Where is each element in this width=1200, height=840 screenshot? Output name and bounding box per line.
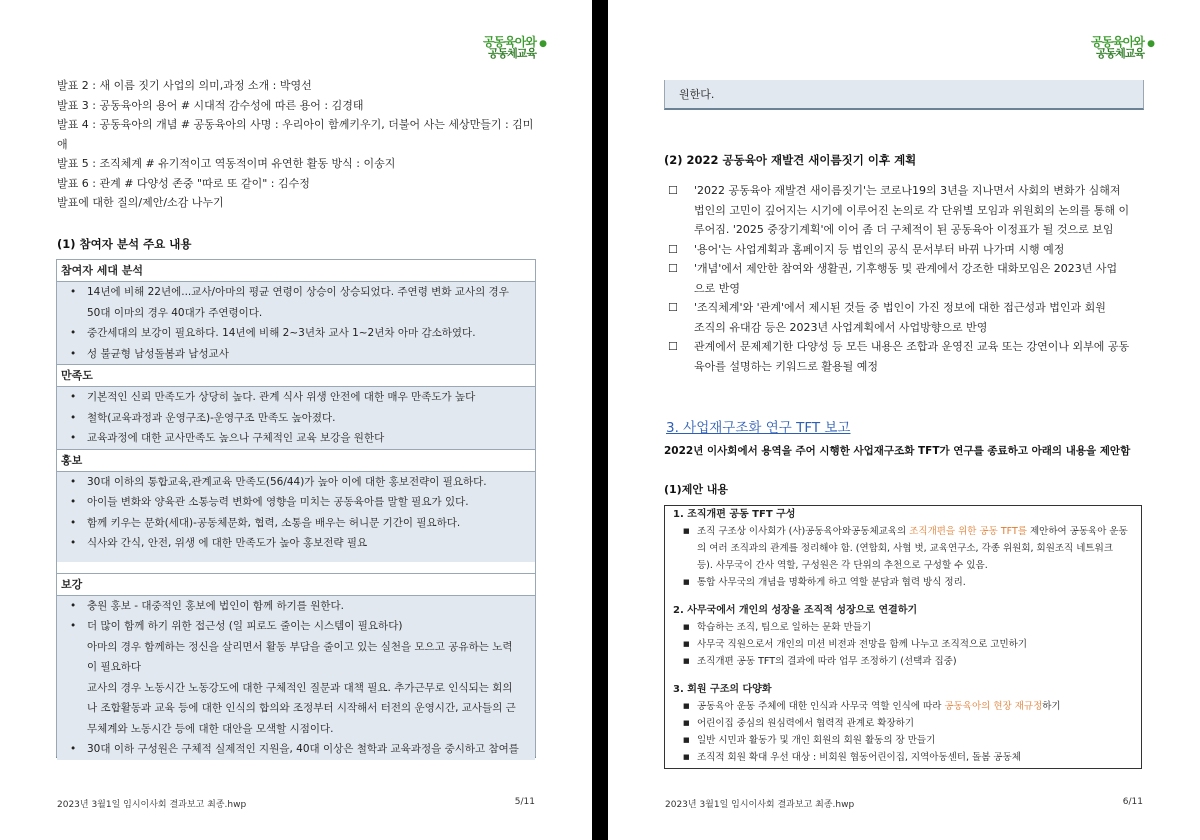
logo-dots-icon: ● bbox=[1147, 39, 1154, 49]
proposal-item: ■ 통합 사무국의 개념을 명확하게 하고 역할 분담과 협력 방식 정리. bbox=[673, 574, 1135, 591]
proposal-item: ■ 조직개편 공동 TFT의 결과에 따라 업무 조정하기 (선택과 집중) bbox=[673, 653, 1135, 670]
section-title: (1) 참여자 분석 주요 내용 bbox=[57, 237, 192, 251]
logo-dots-icon: ● bbox=[539, 39, 546, 49]
proposal-item: ■ 일반 시민과 활동가 및 개인 회원의 회원 활동의 장 만들기 bbox=[673, 732, 1135, 749]
page-number: 6/11 bbox=[1122, 797, 1143, 807]
bullet-item: • 식사와 간식, 안전, 위생 에 대한 만족도가 높아 홍보전략 필요 bbox=[57, 533, 535, 554]
bullet-item: • 중간세대의 보강이 필요하다. 14년에 비해 2~3년차 교사 1~2년차 아마 감소하였다. bbox=[57, 323, 535, 344]
bullet-item: • 성 불균형 남성돌봄과 남성교사 bbox=[57, 344, 535, 365]
page-number: 5/11 bbox=[514, 797, 535, 807]
bullet-item: • 기본적인 신뢰 만족도가 상당히 높다. 관계 식사 위생 안전에 대한 매우 만족도가 높다 bbox=[57, 387, 535, 408]
spacer bbox=[673, 591, 1135, 602]
bullet-item: • 함께 키우는 문화(세대)-공동체문화, 협력, 소통을 배우는 허니문 기간이 필요하다. bbox=[57, 513, 535, 534]
proposal-item: ■ 어린이집 중심의 원심력에서 협력적 관계로 확장하기 bbox=[673, 715, 1135, 732]
highlight-text: 조직개편을 위한 공동 TFT를 bbox=[909, 526, 1027, 537]
bullet-item: • 교육과정에 대한 교사만족도 높으나 구체적인 교육 보강을 원한다 bbox=[57, 428, 535, 449]
presentation-line: 발표 4 : 공동육아의 개념 # 공동육아의 사명 : 우리아이 함께키우기, 더불어 사는 세상만들기 : 김미 bbox=[57, 118, 534, 131]
logo bbox=[1082, 35, 1154, 60]
highlight-text: 공동육아의 현장 재규정 bbox=[944, 701, 1043, 712]
bullet-continuation: 무체계와 노동시간 등에 대한 대안을 모색할 시점이다. bbox=[57, 719, 535, 740]
checklist-continuation: 조직의 유대감 등은 2023년 사업계획에서 사업방향으로 반영 bbox=[694, 320, 988, 334]
spacer bbox=[57, 554, 535, 562]
presentation-line: 애 bbox=[57, 137, 68, 151]
proposal-label: (1)제안 내용 bbox=[664, 483, 729, 496]
bullet-item: • 더 많이 함께 하기 위한 접근성 (일 피로도 줄이는 시스템이 필요하다) bbox=[57, 616, 535, 637]
section-title: (2) 2022 공동육아 재발견 새이름짓기 이후 계획 bbox=[664, 153, 917, 167]
presentation-line: 발표 6 : 관계 # 다양성 존중 "따로 또 같이" : 김수정 bbox=[57, 176, 310, 190]
proposal-continuation: 등). 사무국이 간사 역할, 구성원은 각 단위의 추천으로 구성할 수 있음. bbox=[697, 560, 988, 571]
proposal-text: 하기 bbox=[1042, 701, 1061, 712]
logo-line-1: 공동육아와 bbox=[1091, 35, 1144, 49]
checklist-item: ☐ 관계에서 문제제기한 다양성 등 모든 내용은 조합과 운영진 교육 또는 강연이나 외부에 공동 bbox=[668, 337, 1148, 357]
document-page-6 bbox=[608, 0, 1200, 840]
proposal-text: 조직 구조상 이사회가 (사)공동육아와공동체교육의 bbox=[697, 526, 910, 537]
checklist-continuation: 법인의 고민이 깊어지는 시기에 이루어진 논의로 각 단위별 모임과 위원회의 논의를 통해 이 bbox=[694, 203, 1130, 217]
checklist-item: ☐ '2022 공동육아 재발견 새이름짓기'는 코로나19의 3년을 지나면서 사회의 변화가 심해져 bbox=[668, 181, 1148, 201]
proposal-heading: 2. 사무국에서 개인의 성장을 조직적 성장으로 연결하기 bbox=[673, 605, 918, 616]
proposal-heading: 3. 회원 구조의 다양화 bbox=[673, 684, 772, 695]
spacer bbox=[673, 670, 1135, 681]
presentation-list bbox=[57, 76, 547, 213]
bullet-continuation: 이 필요하다 bbox=[57, 657, 535, 678]
checklist-continuation: 으로 반영 bbox=[694, 281, 741, 295]
proposal-text: 공동육아 운동 주체에 대한 인식과 사무국 역할 인식에 따라 bbox=[697, 701, 945, 712]
checklist-continuation: 육아를 설명하는 키워드로 활용될 예정 bbox=[694, 359, 879, 373]
presentation-line: 발표 3 : 공동육아의 용어 # 시대적 감수성에 따른 용어 : 김경태 bbox=[57, 98, 364, 112]
group-heading: 홍보 bbox=[57, 449, 535, 472]
proposal-box bbox=[664, 505, 1142, 769]
bullet-item: • 30대 이하 구성원은 구체적 실제적인 지원을, 40대 이상은 철학과 교육과정을 중시하고 참여를 bbox=[57, 739, 535, 760]
continued-text: 원한다. bbox=[679, 88, 715, 101]
logo-line-2: 공동체교육 bbox=[487, 47, 536, 60]
footer-filename: 2023년 3월1일 임시이사회 결과보고 최종.hwp bbox=[665, 800, 855, 810]
bullet-continuation: 나 조합활동과 교육 등에 대한 인식의 합의와 조정부터 시작해서 터전의 운영시간, 교사들의 근 bbox=[57, 698, 535, 719]
bullet-continuation: 아마의 경우 함께하는 정신을 살리면서 활동 부담을 줄이고 있는 실천을 모으고 공유하는 노력 bbox=[57, 637, 535, 658]
continued-box bbox=[664, 80, 1144, 110]
checklist-continuation: 루어짐. '2025 중장기계획'에 이어 좀 더 구체적이 된 공동육아 이정표가 될 것으로 보임 bbox=[694, 223, 1114, 236]
group-heading: 만족도 bbox=[57, 364, 535, 387]
checklist-item: ☐ '조직체계'와 '관계'에서 제시된 것들 중 법인이 가진 정보에 대한 접근성과 법인과 회원 bbox=[668, 298, 1148, 318]
page-footer bbox=[665, 797, 1143, 810]
bullet-item: • 30대 이하의 통합교육,관계교육 만족도(56/44)가 높아 이에 대한 홍보전략이 필요하다. bbox=[57, 472, 535, 493]
proposal-item bbox=[673, 523, 1135, 540]
proposal-item bbox=[673, 698, 1135, 715]
checklist-item: ☐ '용어'는 사업계획과 홈페이지 등 법인의 공식 문서부터 바뀌 나가며 시행 예정 bbox=[668, 240, 1148, 260]
participant-analysis-box bbox=[56, 259, 536, 758]
proposal-heading: 1. 조직개편 공동 TFT 구성 bbox=[673, 509, 796, 520]
bullet-item: • 아이들 변화와 양육관 소통능력 변화에 영향을 미치는 공동육아를 말할 필요가 있다. bbox=[57, 492, 535, 513]
group-heading: 참여자 세대 분석 bbox=[57, 260, 535, 282]
proposal-item: ■ 학습하는 조직, 팀으로 일하는 문화 만들기 bbox=[673, 619, 1135, 636]
spacer bbox=[57, 562, 535, 573]
logo-line-1: 공동육아와 bbox=[483, 35, 536, 49]
bullet-item: • 14년에 비해 22년에...교사/아마의 평균 연령이 상승이 상승되었다. 주연령 변화 교사의 경우 bbox=[57, 282, 535, 303]
logo-line-2: 공동체교육 bbox=[1095, 47, 1144, 60]
group-heading: 보강 bbox=[57, 573, 535, 596]
presentation-line: 발표 2 : 새 이름 짓기 사업의 의미,과정 소개 : 박영선 bbox=[57, 79, 312, 92]
proposal-item: ■ 조직적 회원 확대 우선 대상 : 비회원 협동어린이집, 지역아동센터, 돌봄 공동체 bbox=[673, 749, 1135, 766]
section-subtitle: 2022년 이사회에서 용역을 주어 시행한 사업재구조화 TFT가 연구를 종료하고 아래의 내용을 제안함 bbox=[664, 445, 1131, 457]
document-page-5 bbox=[0, 0, 592, 840]
plan-checklist bbox=[668, 181, 1148, 376]
checklist-item: ☐ '개념'에서 제안한 참여와 생활권, 기후행동 및 관계에서 강조한 대화모임은 2023년 사업 bbox=[668, 259, 1148, 279]
bullet-continuation: 50대 이마의 경우 40대가 주연령이다. bbox=[57, 303, 535, 324]
footer-filename: 2023년 3월1일 임시이사회 결과보고 최종.hwp bbox=[57, 800, 247, 810]
section-heading: 3. 사업재구조화 연구 TFT 보고 bbox=[666, 420, 851, 436]
presentation-line: 발표에 대한 질의/제안/소감 나누기 bbox=[57, 196, 224, 209]
bullet-item: • 충원 홍보 - 대중적인 홍보에 법인이 함께 하기를 원한다. bbox=[57, 596, 535, 617]
proposal-continuation: 의 여러 조직과의 관계를 정리해야 함. (연합회, 사협 벗, 교육연구소, 각종 위원회, 회원조직 네트워크 bbox=[697, 543, 1113, 554]
page-footer bbox=[57, 797, 535, 810]
proposal-text: 제안하여 공동육아 운동 bbox=[1026, 526, 1128, 537]
bullet-continuation: 교사의 경우 노동시간 노동강도에 대한 구체적인 질문과 대책 필요. 추가근무로 인식되는 회의 bbox=[57, 678, 535, 699]
presentation-line: 발표 5 : 조직체계 # 유기적이고 역동적이며 유연한 활동 방식 : 이송지 bbox=[57, 157, 396, 170]
logo bbox=[474, 35, 546, 60]
bullet-item: • 철학(교육과정과 운영구조)-운영구조 만족도 높아졌다. bbox=[57, 408, 535, 429]
proposal-item: ■ 사무국 직원으로서 개인의 미션 비전과 전망을 함께 나누고 조직적으로 고민하기 bbox=[673, 636, 1135, 653]
